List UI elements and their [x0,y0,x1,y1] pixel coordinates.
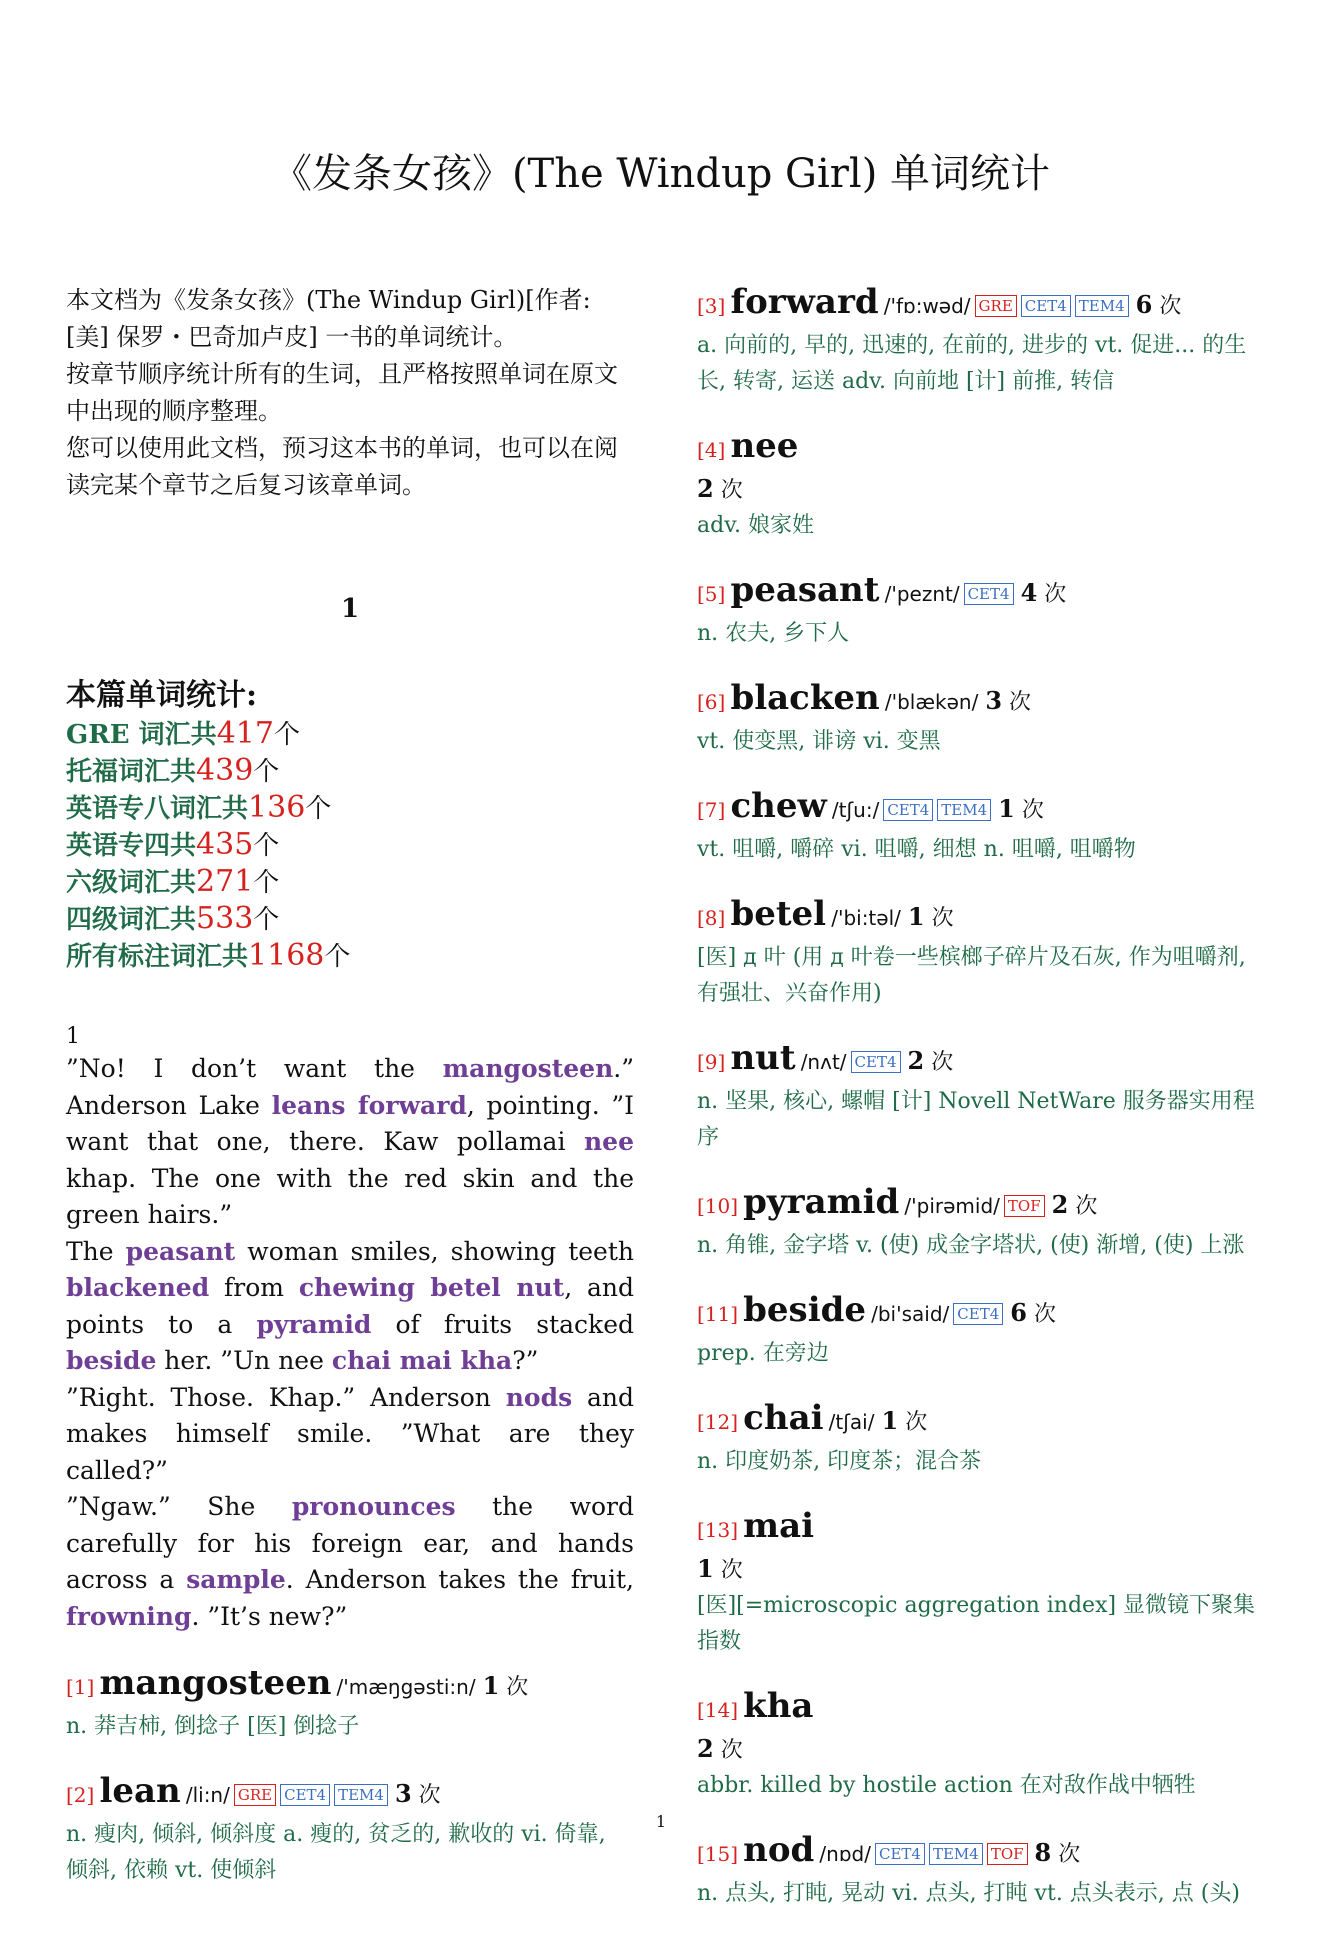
entry-phonetic: /tʃai/ [828,1410,875,1434]
entry-count-unit: 次 [1033,1302,1056,1327]
entry-definition: n. 农夫, 乡下人 [697,621,850,646]
stat-line [66,864,634,901]
stat-count: 533 [196,901,254,936]
tag-badge: TEM4 [334,1784,388,1806]
passage-segment: her. ”Un nee [156,1346,332,1375]
highlighted-word: frowning [66,1601,192,1631]
stat-line [66,753,634,790]
tag-badge: TEM4 [929,1843,983,1865]
entry-head [697,1038,1267,1084]
passage-segment: of fruits stacked [371,1309,634,1339]
entry-count [388,1779,441,1808]
passage-segment: the word carefully for his foreign ear, and hands across a [66,1492,634,1594]
entry-count-line [697,1552,1267,1588]
highlighted-word: chewing betel nut [298,1273,565,1302]
entry-phonetic: /bi'said/ [871,1302,950,1326]
left-column [66,282,634,1915]
stat-count: 417 [216,716,274,751]
entry-count-number: 1 [998,794,1015,823]
entry-word: chai [743,1398,824,1438]
vocab-entry [697,678,1267,760]
entry-phonetic: /'blækən/ [884,690,979,714]
entry-word: lean [99,1771,181,1811]
entry-word: peasant [730,570,880,610]
entry-index: [3] [697,294,726,318]
tag-badge: TEM4 [1075,295,1129,317]
highlighted-word: mangosteen [442,1054,614,1083]
tag-badge: CET4 [851,1051,901,1073]
intro-paragraph: 按章节顺序统计所有的生词，且严格按照单词在原文中出现的顺序整理。 [66,360,618,425]
entry-count [1129,290,1182,319]
highlighted-word: nods [505,1382,573,1412]
entry-count-number: 1 [907,902,925,931]
intro-paragraph: 本文档为《发条女孩》(The Windup Girl)[作者: [美] 保罗・巴奇加卢皮] 一书的单词统计。 [66,286,591,351]
entry-definition: vt. 使变黑, 诽谤 vi. 变黑 [697,729,941,754]
entry-count-unit: 次 [720,1558,743,1583]
entry-head [697,282,1267,328]
stat-line [66,827,634,864]
stat-line [66,938,634,975]
entry-head [697,1830,1267,1876]
entry-count [874,1406,928,1435]
entry-count-unit: 次 [1009,690,1032,715]
vocab-entry [697,894,1267,1012]
entry-phonetic: /'mæŋgəsti:n/ [336,1675,476,1699]
vocab-entry [697,570,1267,652]
entry-phonetic: /tʃu:/ [831,798,880,822]
entry-phonetic: /'bi:təl/ [831,906,901,930]
entry-count [1028,1838,1081,1867]
vocab-entry [697,1290,1267,1372]
passage-text [66,1051,634,1635]
stat-label: 六级词汇共 [66,868,197,898]
passage-segment: , pointing. ”I want that one, there. Kaw pollamai [66,1090,634,1156]
vocab-entry [697,1830,1267,1912]
entry-word: chew [730,786,827,826]
entry-phonetic: /'fɒ:wəd/ [883,294,971,318]
entry-count-number: 2 [1051,1190,1069,1219]
entry-count-unit: 次 [506,1675,529,1700]
entry-count-number: 2 [697,474,714,503]
tag-badge: TOF [987,1843,1028,1865]
stat-unit: 个 [253,868,280,898]
passage-segment: The [66,1236,126,1266]
vocab-entry [697,1686,1267,1804]
entry-word: mangosteen [99,1663,332,1703]
entry-word: mai [743,1506,815,1546]
entry-head [66,1771,634,1817]
entry-word: nod [743,1830,815,1870]
entry-index: [14] [697,1698,739,1722]
passage-segment: ”No! I don’t want the [66,1054,443,1083]
stat-label: GRE 词汇共 [66,720,217,750]
passage-segment: ”Right. Those. Khap.” Anderson [66,1382,506,1412]
passage-segment: ?” [512,1346,539,1375]
highlighted-word: beside [66,1346,157,1375]
entry-count-number: 4 [1020,578,1038,607]
stat-unit: 个 [253,905,280,935]
chapter-number: 1 [340,594,360,624]
vocab-entry [697,1182,1267,1264]
entry-count-unit: 次 [1159,294,1182,319]
entry-count [697,1554,743,1583]
entry-index: [11] [697,1302,739,1326]
entry-count [476,1671,529,1700]
section-label: 1 [66,1024,80,1049]
entry-count-number: 2 [907,1046,925,1075]
stat-label: 托福词汇共 [66,757,197,787]
entry-count-unit: 次 [1075,1194,1098,1219]
entry-word: kha [743,1686,814,1726]
passage-segment: khap. The one with the red skin and the green hairs.” [66,1163,634,1229]
entry-definition: n. 点头, 打盹, 晃动 vi. 点头, 打盹 vt. 点头表示, 点 (头) [697,1881,1240,1906]
entry-index: [8] [697,906,726,930]
tag-badge: CET4 [964,583,1014,605]
passage-segment: from [209,1273,299,1302]
passage-segment: and makes himself smile. ”What are they called?” [66,1382,634,1485]
intro-paragraph: 您可以使用此文档，预习这本书的单词，也可以在阅读完某个章节之后复习该章单词。 [66,434,618,499]
entry-index: [10] [697,1194,739,1218]
entry-word: beside [743,1290,867,1330]
entry-index: [7] [697,798,726,822]
page-number: 1 [655,1812,667,1831]
entry-head [697,1506,1267,1552]
entry-index: [12] [697,1410,739,1434]
entry-head [697,678,1267,724]
entry-definition: a. 向前的, 早的, 迅速的, 在前的, 进步的 vt. 促进... 的生长, 转寄, 运送 adv. 向前地 [计] 前推, 转信 [697,333,1247,394]
stat-label: 四级词汇共 [66,905,197,935]
entry-count-number: 1 [697,1554,714,1583]
entry-phonetic: /'peznt/ [884,582,960,606]
entry-index: [6] [697,690,726,714]
entry-count-unit: 次 [1058,1842,1081,1867]
entry-index: [13] [697,1518,739,1542]
tag-badge: CET4 [953,1303,1003,1325]
vocab-entry [697,786,1267,868]
entry-count [901,1046,954,1075]
entry-phonetic: /li:n/ [185,1783,230,1807]
entry-count [1045,1190,1098,1219]
tag-badge: CET4 [875,1843,925,1865]
vocab-entry [697,1506,1267,1660]
stat-count: 136 [248,790,306,825]
entry-count-unit: 次 [931,1050,954,1075]
entry-phonetic: /'pirəmid/ [904,1194,1000,1218]
entry-definition: [医][=microscopic aggregation index] 显微镜下聚集指数 [697,1593,1256,1654]
passage-segment: . ”It’s new?” [191,1601,348,1631]
stat-unit: 个 [273,720,300,750]
entry-index: [1] [66,1675,95,1699]
entry-word: nut [730,1038,796,1078]
stat-unit: 个 [305,794,332,824]
tag-badge: CET4 [1021,295,1071,317]
entry-head [697,1182,1267,1228]
tag-badge: CET4 [280,1784,330,1806]
highlighted-word: pyramid [256,1309,372,1339]
document-title: 《发条女孩》(The Windup Girl) 单词统计 [271,151,1051,197]
entry-count-unit: 次 [905,1410,928,1435]
intro-text [66,282,634,504]
entry-index: [4] [697,438,726,462]
entry-index: [9] [697,1050,726,1074]
stats-heading: 本篇单词统计: [66,678,258,713]
entry-definition: adv. 娘家姓 [697,513,815,538]
vocab-list-left [66,1663,634,1889]
stat-unit: 个 [253,831,280,861]
vocab-entry [697,1038,1267,1156]
highlighted-word: chai mai kha [331,1346,513,1375]
entry-count-unit: 次 [720,1738,743,1763]
highlighted-word: sample [186,1565,286,1594]
entry-head [697,1290,1267,1336]
entry-word: nee [730,426,799,466]
entry-count-number: 3 [985,686,1003,715]
tag-badge: GRE [234,1784,276,1806]
entry-count-number: 2 [697,1734,714,1763]
entry-phonetic: /nʌt/ [800,1050,847,1074]
stat-label: 所有标注词汇共 [66,942,249,972]
entry-word: betel [730,894,827,934]
entry-count-number: 1 [482,1671,500,1700]
entry-definition: n. 坚果, 核心, 螺帽 [计] Novell NetWare 服务器实用程序 [697,1089,1255,1150]
vocab-entry [697,1398,1267,1480]
entry-head [697,426,1267,472]
stat-label: 英语专四共 [66,831,197,861]
stat-unit: 个 [324,942,351,972]
entry-phonetic: /nɒd/ [819,1842,871,1866]
entry-definition: n. 瘦肉, 倾斜, 倾斜度 a. 瘦的, 贫乏的, 歉收的 vi. 倚靠, 倾斜, 依赖 vt. 使倾斜 [66,1822,606,1883]
entry-count-number: 6 [1135,290,1153,319]
entry-count-number: 3 [394,1779,412,1808]
entry-count-number: 8 [1034,1838,1052,1867]
entry-count [1014,578,1067,607]
stat-count: 439 [196,753,254,788]
stat-count: 435 [196,827,254,862]
stat-line [66,901,634,938]
entry-head [66,1663,634,1709]
entry-count-number: 6 [1010,1298,1027,1327]
tag-badge: CET4 [883,799,933,821]
entry-definition: prep. 在旁边 [697,1341,829,1366]
entry-count-number: 1 [881,1406,899,1435]
passage-segment: .” Anderson Lake [66,1054,634,1120]
entry-word: pyramid [743,1182,900,1222]
vocab-entry [697,426,1267,544]
entry-definition: n. 印度奶茶, 印度茶；混合茶 [697,1449,982,1474]
entry-definition: abbr. killed by hostile action 在对敌作战中牺牲 [697,1773,1196,1798]
entry-index: [2] [66,1783,95,1807]
entry-count-unit: 次 [931,906,954,931]
vocab-entry [697,282,1267,400]
passage-paragraph [66,1051,634,1234]
entry-word: forward [730,282,879,322]
entry-index: [5] [697,582,726,606]
entry-count [991,794,1044,823]
stat-unit: 个 [253,757,280,787]
entry-word: blacken [730,678,880,718]
tag-badge: TOF [1004,1195,1045,1217]
entry-count-line [697,1732,1267,1768]
passage-segment: , and points to a [66,1273,635,1339]
stat-count: 271 [196,864,254,899]
passage-segment: ”Ngaw.” She [66,1492,292,1521]
entry-head [697,1686,1267,1732]
entry-count-unit: 次 [1021,798,1044,823]
highlighted-word: blackened [66,1273,210,1302]
highlighted-word: nee [584,1127,634,1156]
entry-definition: n. 角锥, 金字塔 v. (使) 成金字塔状, (使) 渐增, (使) 上涨 [697,1233,1245,1258]
entry-count-unit: 次 [418,1783,441,1808]
entry-definition: vt. 咀嚼, 嚼碎 vi. 咀嚼, 细想 n. 咀嚼, 咀嚼物 [697,837,1136,862]
stat-count: 1168 [248,938,325,973]
passage-paragraph [66,1489,634,1635]
tag-badge: TEM4 [937,799,991,821]
entry-count-line [697,472,1267,508]
entry-count [978,686,1032,715]
vocab-list-right [697,282,1267,1938]
entry-head [697,570,1267,616]
entry-count [901,902,954,931]
entry-head [697,1398,1267,1444]
entry-count [1003,1298,1056,1327]
stats-list [66,716,634,975]
highlighted-word: peasant [125,1236,236,1266]
entry-head [697,894,1267,940]
entry-count-unit: 次 [1044,582,1067,607]
passage-paragraph [66,1380,634,1490]
highlighted-word: leans forward [271,1090,467,1120]
entry-definition: n. 莽吉柿, 倒捻子 [医] 倒捻子 [66,1714,360,1739]
tag-badge: GRE [975,295,1017,317]
entry-count [697,1734,743,1763]
entry-head [697,786,1267,832]
passage-segment: woman smiles, showing teeth [235,1236,634,1266]
passage-segment: . Anderson takes the fruit, [285,1565,634,1594]
stat-line [66,716,634,753]
stat-label: 英语专八词汇共 [66,794,249,824]
entry-definition: [医] д 叶 (用 д 叶卷一些槟榔子碎片及石灰, 作为咀嚼剂, 有强壮、兴奋作用) [697,945,1246,1006]
stat-line [66,790,634,827]
passage-paragraph [66,1234,634,1380]
entry-count-unit: 次 [720,478,743,503]
entry-count [697,474,743,503]
highlighted-word: pronounces [291,1492,456,1521]
entry-index: [15] [697,1842,739,1866]
vocab-entry [66,1663,634,1745]
